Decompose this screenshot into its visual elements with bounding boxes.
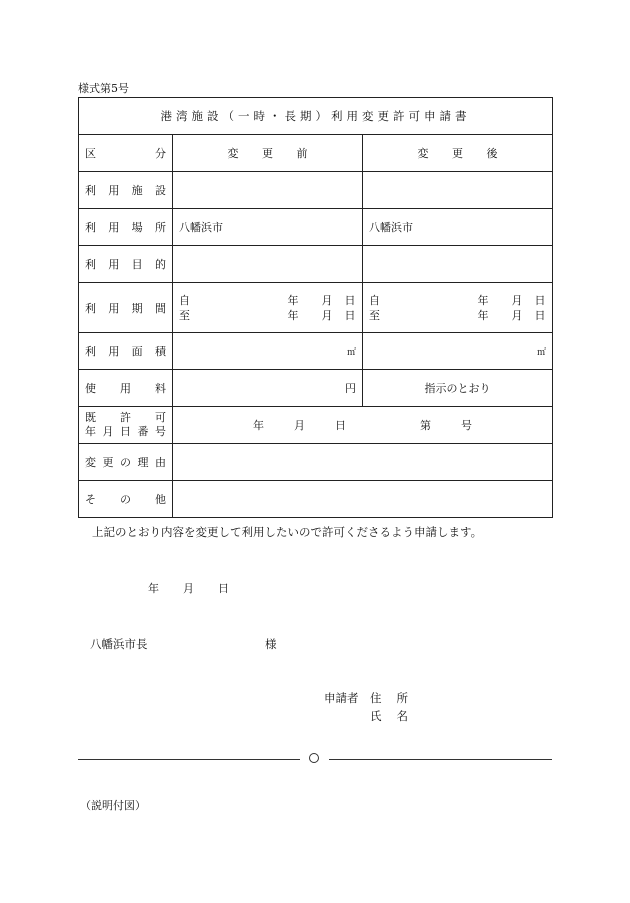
place-after-field[interactable]: 八幡浜市 — [363, 209, 553, 246]
area-label: 利 用 面 積 — [79, 333, 173, 370]
other-label: そ の 他 — [79, 481, 173, 518]
purpose-after-field[interactable] — [363, 246, 553, 283]
fee-after-field: 指示のとおり — [363, 370, 553, 407]
area-unit: ㎡ — [537, 347, 547, 358]
applicant-block — [324, 690, 408, 726]
period-label: 利 用 期 間 — [79, 283, 173, 333]
facility-row — [79, 172, 553, 209]
period-after-field[interactable] — [363, 283, 553, 333]
area-row — [79, 333, 553, 370]
form-number: 様式第5号 — [78, 82, 129, 95]
addressee-honorific: 様 — [265, 637, 277, 651]
area-after-field[interactable] — [363, 333, 553, 370]
permit-date-number-field[interactable]: 年 月 日 第 号 — [173, 407, 553, 444]
applicant-role: 申請者 — [324, 691, 359, 705]
category-header: 区 分 — [79, 135, 173, 172]
applicant-name-row[interactable] — [324, 708, 408, 726]
divider-line-left — [78, 759, 300, 760]
title-row — [79, 98, 553, 135]
period-row — [79, 283, 553, 333]
period-before-to-line: 至 年 月 日 — [179, 308, 356, 322]
before-change-header: 変 更 前 — [173, 135, 363, 172]
addressee-mayor: 八幡浜市長 — [90, 637, 148, 651]
divider-circle-icon — [309, 753, 319, 763]
area-unit: ㎡ — [346, 347, 356, 358]
explanatory-figure-label: （説明付図） — [80, 799, 146, 812]
other-field[interactable] — [173, 481, 553, 518]
reason-label: 変 更 の 理 由 — [79, 444, 173, 481]
header-row — [79, 135, 553, 172]
place-label: 利 用 場 所 — [79, 209, 173, 246]
fee-before-field[interactable] — [173, 370, 363, 407]
applicant-address-row[interactable] — [324, 690, 408, 708]
permit-row — [79, 407, 553, 444]
reason-row — [79, 444, 553, 481]
applicant-name-label: 氏 名 — [370, 709, 408, 723]
purpose-before-field[interactable] — [173, 246, 363, 283]
reason-field[interactable] — [173, 444, 553, 481]
form-title: 港湾施設（一時・長期）利用変更許可申請書 — [79, 98, 553, 135]
facility-label: 利 用 施 設 — [79, 172, 173, 209]
period-before-field[interactable] — [173, 283, 363, 333]
period-after-from-line: 自 年 月 日 — [369, 293, 546, 307]
period-before-from-line: 自 年 月 日 — [179, 293, 356, 307]
place-before-field[interactable]: 八幡浜市 — [173, 209, 363, 246]
application-statement: 上記のとおり内容を変更して利用したいので許可くださるよう申請します。 — [92, 525, 483, 539]
area-before-field[interactable] — [173, 333, 363, 370]
permit-label: 既 許 可 年 月 日 番 号 — [79, 407, 173, 444]
other-row — [79, 481, 553, 518]
fee-label: 使 用 料 — [79, 370, 173, 407]
period-after-to-line: 至 年 月 日 — [369, 308, 546, 322]
after-change-header: 変 更 後 — [363, 135, 553, 172]
facility-after-field[interactable] — [363, 172, 553, 209]
facility-before-field[interactable] — [173, 172, 363, 209]
applicant-address-label: 住 所 — [370, 691, 408, 705]
yen-unit: 円 — [345, 382, 356, 395]
place-row — [79, 209, 553, 246]
divider-line-right — [329, 759, 552, 760]
fee-row — [79, 370, 553, 407]
application-date[interactable]: 年 月 日 — [148, 582, 229, 595]
purpose-row — [79, 246, 553, 283]
purpose-label: 利 用 目 的 — [79, 246, 173, 283]
application-form-table — [78, 97, 553, 518]
